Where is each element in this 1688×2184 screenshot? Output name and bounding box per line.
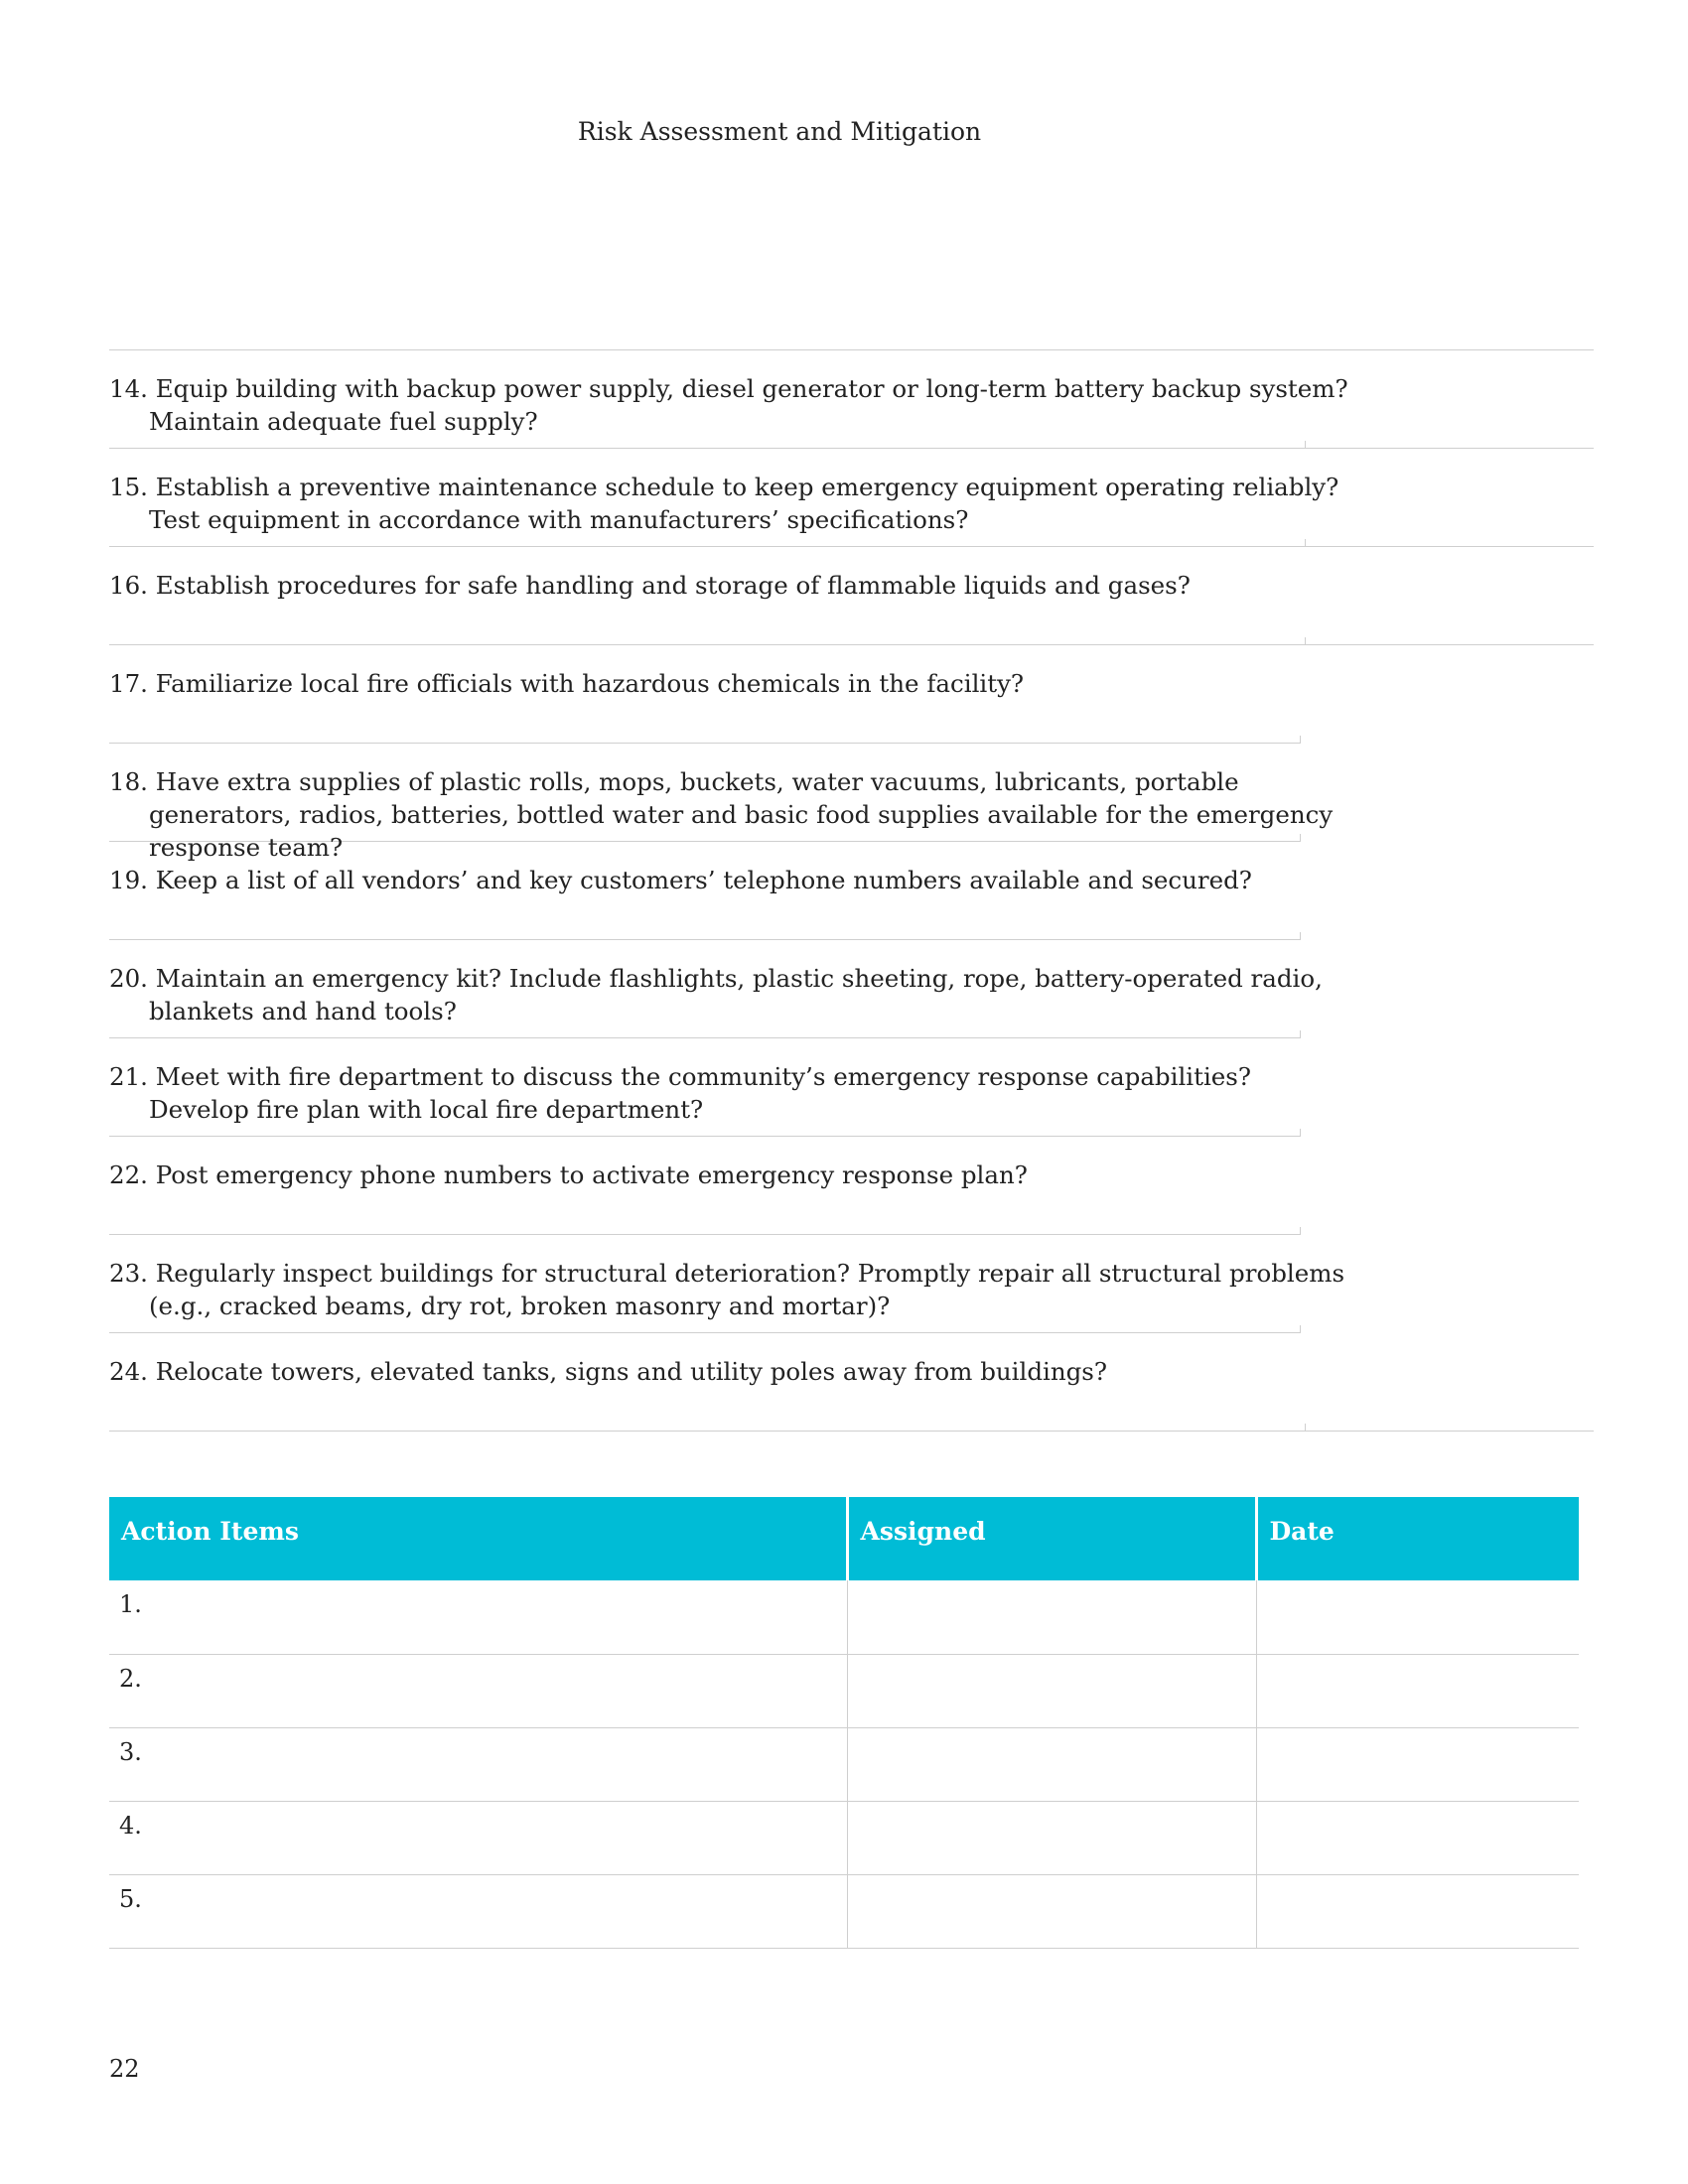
item-number: 18. <box>109 767 148 796</box>
assigned-cell[interactable] <box>847 1727 1256 1801</box>
checklist-item <box>109 645 1301 744</box>
page-title: Risk Assessment and Mitigation <box>577 117 982 146</box>
checklist-item <box>109 1235 1345 1333</box>
item-text: Maintain an emergency kit? Include flashlights, plastic sheeting, rope, battery-operated radio, blankets and hand tools? <box>149 964 1323 1025</box>
date-cell[interactable] <box>1256 1727 1579 1801</box>
item-number: 19. <box>109 866 148 894</box>
table-row <box>109 1654 1579 1727</box>
checklist-item <box>109 744 1334 862</box>
assigned-cell[interactable] <box>847 1874 1256 1948</box>
action-item-cell[interactable]: 3. <box>109 1727 847 1801</box>
checklist-item <box>109 449 1594 547</box>
item-text: Establish a preventive maintenance schedule to keep emergency equipment operating reliably? Test equipment in accordance with manufacturers’ specifications? <box>149 473 1339 534</box>
table-header-row <box>109 1497 1579 1580</box>
item-number: 21. <box>109 1062 148 1091</box>
action-item-cell[interactable]: 2. <box>109 1654 847 1727</box>
item-text: Post emergency phone numbers to activate emergency response plan? <box>155 1160 1028 1189</box>
item-number: 24. <box>109 1357 148 1386</box>
date-cell[interactable] <box>1256 1801 1579 1874</box>
column-header-action-items: Action Items <box>109 1497 847 1580</box>
item-text: Familiarize local fire officials with hazardous chemicals in the facility? <box>155 669 1025 698</box>
action-items-table <box>109 1497 1579 1949</box>
table-row <box>109 1727 1579 1801</box>
assigned-cell[interactable] <box>847 1654 1256 1727</box>
checklist-item <box>109 1333 1594 1432</box>
date-cell[interactable] <box>1256 1654 1579 1727</box>
item-text: Regularly inspect buildings for structural deterioration? Promptly repair all structural problems (e.g., cracked beams, dry rot, broken masonry and mortar)? <box>149 1259 1345 1320</box>
item-text: Relocate towers, elevated tanks, signs and utility poles away from buildings? <box>155 1357 1108 1386</box>
date-cell[interactable] <box>1256 1874 1579 1948</box>
item-number: 16. <box>109 571 148 600</box>
item-number: 22. <box>109 1160 148 1189</box>
assigned-cell[interactable] <box>847 1801 1256 1874</box>
table-row <box>109 1580 1579 1654</box>
column-header-assigned: Assigned <box>847 1497 1256 1580</box>
column-header-date: Date <box>1256 1497 1579 1580</box>
table-row <box>109 1801 1579 1874</box>
checklist-item <box>109 940 1323 1038</box>
item-text: Keep a list of all vendors’ and key customers’ telephone numbers available and secured? <box>155 866 1252 894</box>
checklist-item <box>109 350 1594 449</box>
item-text: Meet with fire department to discuss the community’s emergency response capabilities? Develop fire plan with local fire department? <box>149 1062 1252 1124</box>
item-text: Establish procedures for safe handling and storage of flammable liquids and gases? <box>155 571 1191 600</box>
item-number: 17. <box>109 669 148 698</box>
table-row <box>109 1874 1579 1948</box>
checklist-item <box>109 547 1594 645</box>
assigned-cell[interactable] <box>847 1580 1256 1654</box>
date-cell[interactable] <box>1256 1580 1579 1654</box>
item-text: Have extra supplies of plastic rolls, mops, buckets, water vacuums, lubricants, portable generators, radios, batteries, bottled water and basic food supplies available for the emergency response team? <box>149 767 1334 862</box>
action-item-cell[interactable]: 4. <box>109 1801 847 1874</box>
checklist-item <box>109 1038 1301 1137</box>
action-item-cell[interactable]: 1. <box>109 1580 847 1654</box>
action-item-cell[interactable]: 5. <box>109 1874 847 1948</box>
checklist-item <box>109 842 1301 940</box>
checklist <box>109 349 1594 1432</box>
item-number: 20. <box>109 964 148 993</box>
checklist-item <box>109 1137 1301 1235</box>
item-number: 23. <box>109 1259 148 1288</box>
item-number: 15. <box>109 473 148 501</box>
item-text: Equip building with backup power supply, diesel generator or long-term battery backup system? Maintain adequate fuel supply? <box>149 374 1348 436</box>
item-number: 14. <box>109 374 148 403</box>
page-number: 22 <box>109 2055 140 2083</box>
